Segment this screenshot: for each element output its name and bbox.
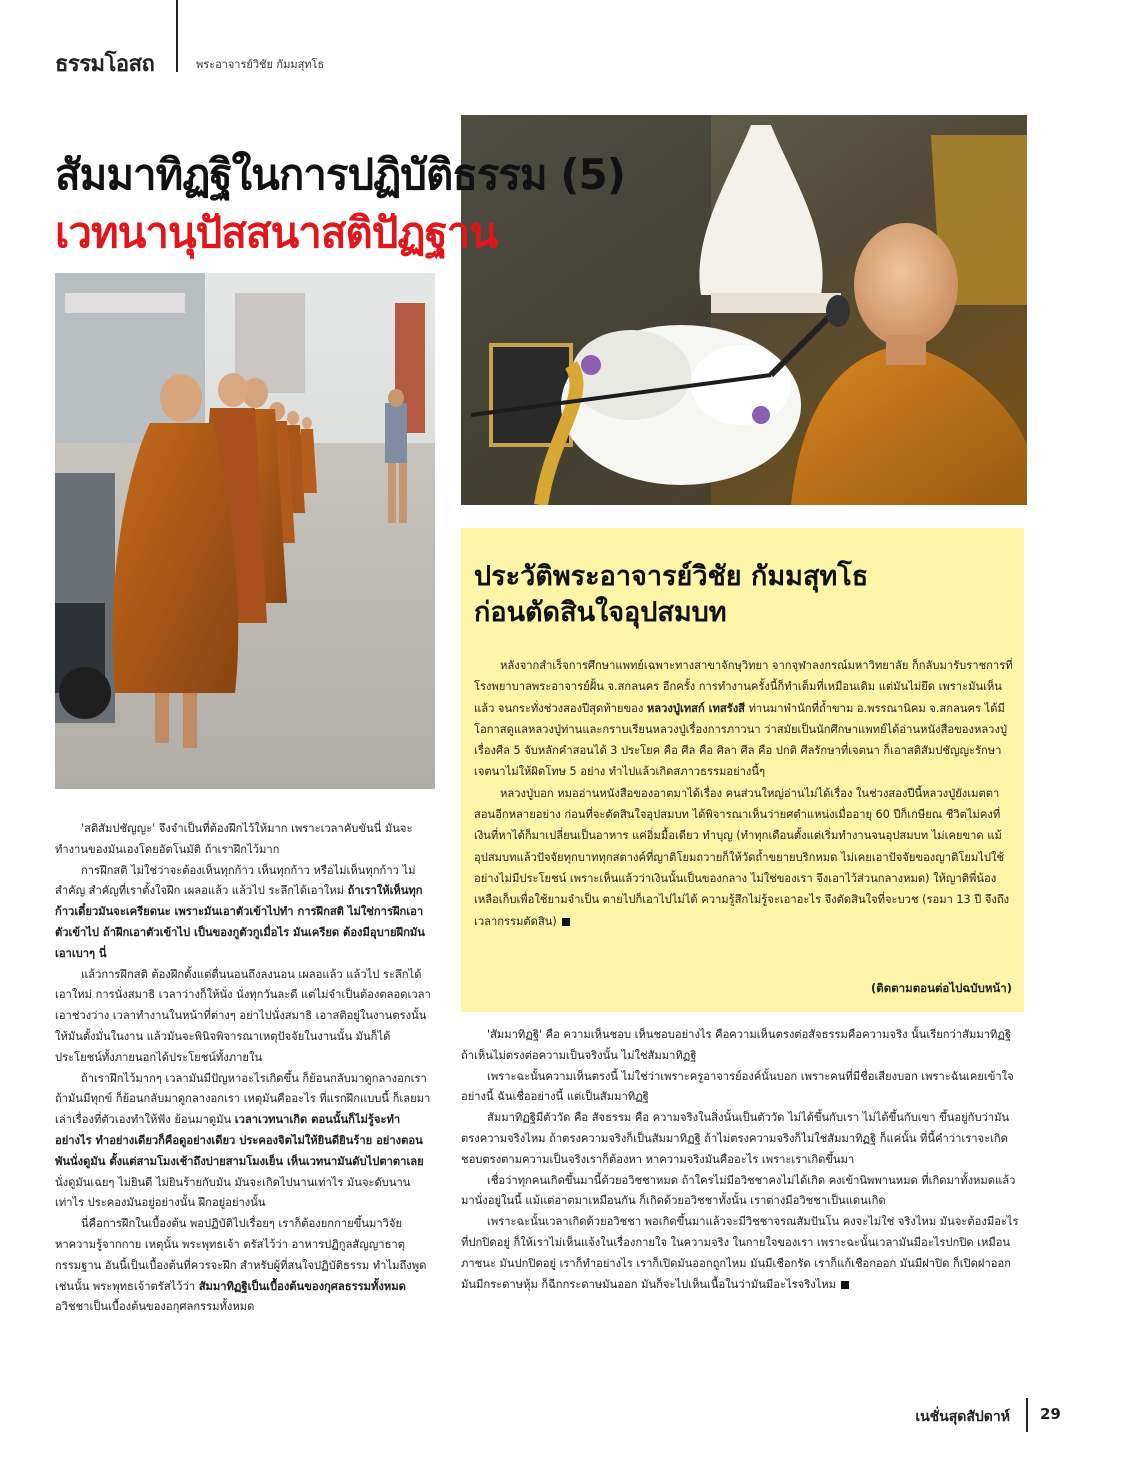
article-title-line2: เวทนานุปัสสนาสติปัฏฐาน [55,208,498,257]
footer-divider [1026,1398,1028,1432]
body-paragraph: เพราะฉะนั้นความเห็นตรงนี้ ไม่ใช่ว่าเพราะครูอาจารย์องค์นั้นบอก เพราะคนที่มีชื่อเสียงบอก เพราะฉันเคยเข้าใจอย่างนี้ ฉันเชื่ออย่างนี้ แต่เป็นสัมมาทิฏฐิ [461,1069,1014,1104]
body-paragraph: 'สติสัมปชัญญะ' จึงจำเป็นที่ต้องฝึกไว้ให้มาก เพราะเวลาคับขันนี่ มันจะทำงานของมันเองโดยอัตโนมัติ ถ้าเราฝึกไว้มาก [55,822,413,856]
sidebar-paragraph: หลังจากสำเร็จการศึกษาแพทย์เฉพาะทางสาขาจักษุวิทยา จากจุฬาลงกรณ์มหาวิทยาลัย ก็กลับมารับราชการที่โรงพยาบาลพระอาจารย์ฝั้น จ.สกลนคร อีกครั้ง การทำงานครั้งนี้ก็ทำเต็มที่เหมือนเดิม แต่มันไม่ยึด เพราะมันเห็นแล้ว จนกระทั่งช่วงสองปีสุดท้ายของ หลวงปู่เทสก์ เทสรังสี ท่านมาพำนักที่ถ้ำขาม อ.พรรณานิคม จ.สกลนคร ได้มีโอกาสดูแลหลวงปู่ท่านและกราบเรียนหลวงปู่เรื่องการภาวนา ว่าสมัยเป็นนักศึกษาแพทย์ได้อ่านหนังสือของหลวงปู่เรื่องศีล 5 จับหลักคำสอนได้ 3 ประโยค คือ ศีล คือ ศิลา ศีล คือ ปกติ ศีลรักษาที่เจตนา ก็เอาสติสัมปชัญญะรักษาเจตนาไม่ให้ผิดโทษ 5 อย่าง ทำไปแล้วเกิดสภาวธรรมอย่างนี้ๆ [474,659,1013,779]
body-paragraph: แล้วการฝึกสติ ต้องฝึกตั้งแต่ตื่นนอนถึงลงนอน เผลอแล้ว แล้วไป ระลึกได้เอาใหม่ การนั่งสมาธิ เวลาว่างก็ให้นั่ง นั่งทุกวันละดี แต่ไม่จำเป็นต้องตลอดเวลา เอาช่วงว่าง เวลาทำงานในหน้าที่ต่างๆ อย่าไปนั่งสมาธิ เอาสติอยู่ในงานตรงนั้น ให้มันตั้งมั่นในงาน แล้วมันจะพินิจพิจารณาเหตุปัจจัยในงานนั้น มันก็ได้ประโยชน์ทั้งภายนอกได้ประโยชน์ทั้งภายใน [55,967,431,1064]
sidebar-title-line1: ประวัติพระอาจารย์วิชัย กัมมสุทโธ [474,561,869,592]
body-paragraph: เพราะฉะนั้นเวลาเกิดด้วยอวิชชา พอเกิดขึ้นมาแล้วจะมีวิชชาจรณสัมปันโน คงจะไม่ใช่ จริงไหม มันจะต้องมีอะไรที่ปกปิดอยู่ ก็ให้เราไม่เห็นแจ้งในเรื่องกายใจ ในความจริง ในกายใจของเรา เพราะฉะนั้นเวลามันมีอะไรปกปิด เหมือนภาชนะ มันปกปิดอยู่ เราก็ทำอย่างไร เราก็เปิดมันออกถูกไหม มันมีเชือกรัด เราก็แก้เชือกออก มันมีฝาปิด ก็เปิดฝาออก มันมีกระดาษหุ้ม ก็ฉีกกระดาษมันออก มันก็จะไปเห็นเนื้อในว่ามันมีอะไรจริงไหม [461,1215,1019,1291]
sidebar-bold-name: หลวงปู่เทสก์ เทสรังสี [646,701,745,715]
left-text-column [55,819,435,1318]
body-paragraph: ถ้าเราฝึกไว้มากๆ เวลามันมีปัญหาอะไรเกิดขึ้น ก็ย้อนกลับมาดูกลางอกเรา ถ้ามันมีทุกข์ ก็ย้อนกลับมาดูกลางอกเรา เหตุมันคืออะไร ที่แรกฝึกแบบนี้ ก็เลยมาเล่าเรื่องที่ตัวเองทำให้ฟัง ย้อนมาดูมัน เวลาเวทนาเกิด ตอนนั้นก็ไม่รู้จะทำอย่างไร ทำอย่างเดียวก็คือดูอย่างเดียว ประคองจิตไม่ให้ยินดียินร้าย อย่างตอนพันนั่งดูมัน ตั้งแต่สามโมงเช้าถึงบ่ายสามโมงเย็น เห็นเวทนามันดับไปตาตาเลย นั่งดูมันเฉยๆ ไม่ยินดี ไม่ยินร้ายกับมัน มันจะเกิดไปนานเท่าไร มันจะดับนานเท่าไร ประคองมันอยู่อย่างนั้น ฝึกอยู่อย่างนั้น [55,1071,431,1210]
header-divider [176,0,178,72]
right-text-column [461,1025,1024,1295]
body-paragraph: 'สัมมาทิฏฐิ' คือ ความเห็นชอบ เห็นชอบอย่างไร คือความเห็นตรงต่อสัจธรรมคือความจริง นั้นเรียกว่าสัมมาทิฏฐิ ถ้าเห็นไม่ตรงต่อความเป็นจริงนั้น ไม่ใช่สัมมาทิฏฐิ [461,1028,1012,1062]
page-number: 29 [1040,1405,1061,1423]
continued-note: (ติดตามตอนต่อไปฉบับหน้า) [871,981,1012,995]
body-paragraph: การฝึกสติ ไม่ใช่ว่าจะต้องเห็นทุกก้าว เห็นทุกก้าว หรือไม่เห็นทุกก้าว ไม่สำคัญ สำคัญที่เราตั้งใจฝึก เผลอแล้ว แล้วไป ระลึกได้เอาใหม่ ถ้าเราให้เห็นทุกก้าวเดี๋ยวมันจะเครียดนะ เพราะมันเอาตัวเข้าไปทำ การฝึกสติ ไม่ใช่การฝึกเอาตัวเข้าไป ถ้าฝึกเอาตัวเข้าไป เป็นของกูตัวกูเมื่อไร มันเครียด ต้องมีอุบายฝึกมัน เอาเบาๆ นี่ [55,863,425,960]
monks-alms-round-photo [55,273,435,789]
publication-name: เนชั่นสุดสัปดาห์ [915,1409,1010,1425]
body-paragraph: สัมมาทิฏฐิมีตัววัด คือ สัจธรรม คือ ความจริงในสิ่งนั้นเป็นตัววัด ไม่ได้ขึ้นกับเรา ไม่ได้ขึ้นกับเขา ขึ้นอยู่กับว่ามันตรงความจริงไหม ถ้าตรงความจริงก็เป็นสัมมาทิฏฐิ ถ้าไม่ตรงความจริงก็ไม่ใช่สัมมาทิฏฐิ ก็แค่นั้น ที่นี้คำว่าเราจะเกิดชอบตรงตามความเป็นจริงเราก็ต้องหา หาความจริงมันคืออะไร เพราะเราเกิดขึ้นมา [461,1111,1010,1166]
sidebar-title-line2: ก่อนตัดสินใจอุปสมบท [474,597,727,628]
body-paragraph: เชื่อว่าทุกคนเกิดขึ้นมานี้ด้วยอวิชชาหมด ถ้าใครไม่มีอวิชชาคงไม่ได้เกิด คงเข้านิพพานหมด ที่เกิดมาทั้งหมดแล้วมานั่งอยู่ในนี้ แม้แต่อาตมาเหมือนกัน ก็เกิดด้วยอวิชชาทั้งนั้น เราต่างมีอวิชชาเป็นแดนเกิด [461,1173,1016,1208]
author-line: พระอาจารย์วิชัย กัมมสุทโธ [196,58,325,71]
end-mark-icon [562,918,570,926]
section-name: ธรรมโอสถ [55,52,155,77]
sidebar-paragraph: หลวงปู่บอก หมออ่านหนังสือของอาตมาได้เรื่อง คนส่วนใหญ่อ่านไม่ได้เรื่อง ในช่วงสองปีนี้หลวงปู่ยังเมตตาสอนอีกหลายอย่าง ก่อนที่จะตัดสินใจอุปสมบท ได้พิจารณาเห็นว่ายศตำแหน่งเมื่ออายุ 60 ปีก็เกษียณ ชีวิตไม่คงที่ เงินที่หาได้ก็มาเปลี่ยนเป็นอาหาร แค่อิ่มมื้อเดียว ทำบุญ (ทำทุกเดือนตั้งแต่เริ่มทำงานจนอุปสมบท ไม่เคยขาด แม้อุปสมบทแล้วปัจจัยทุกบาททุกสตางค์ที่ญาติโยมถวายก็ให้วัดถ้ำขยายบริกหมด ไม่เคยเอาปัจจัยของญาติโยมไปใช้อย่างไม่มีประโยชน์ เพราะเห็นแล้วว่าเงินนั้นเป็นของกลาง ไม่ใช่ของเรา จึงเอาไว้ส่วนกลางหมด) ให้ญาติพี่น้องเหลือเก็บเพื่อใช้ยามจำเป็น ตายไปก็เอาไปไม่ได้ ความรู้สึกไม่รู้จะเอาอะไร จึงตัดสินใจที่จะบวช (รอมา 13 ปี จึงถึงเวลากรรมตัดสิน) [474,786,1010,928]
body-paragraph: นี่คือการฝึกในเบื้องต้น พอปฏิบัติไปเรื่อยๆ เราก็ต้องยกกายขึ้นมาวิจัย หาความรู้จากกาย เหตุนั้น พระพุทธเจ้า ตรัสไว้ว่า อาหารปฏิกูลสัญญาธาตุกรรมฐาน อันนี้เป็นเบื้องต้นที่ควรจะฝึก สำหรับผู้ที่สนใจปฏิบัติธรรม ทำไมถึงพูดเช่นนั้น พระพุทธเจ้าตรัสไว้ว่า สัมมาทิฏฐิเป็นเบื้องต้นของกุศลธรรมทั้งหมด อวิชชาเป็นเบื้องต้นของอกุศลกรรมทั้งหมด [55,1217,427,1314]
sidebar-body [474,655,1014,932]
article-title-line1: สัมมาทิฏฐิในการปฏิบัติธรรม (5) [55,150,625,199]
end-mark-icon [841,1281,849,1289]
